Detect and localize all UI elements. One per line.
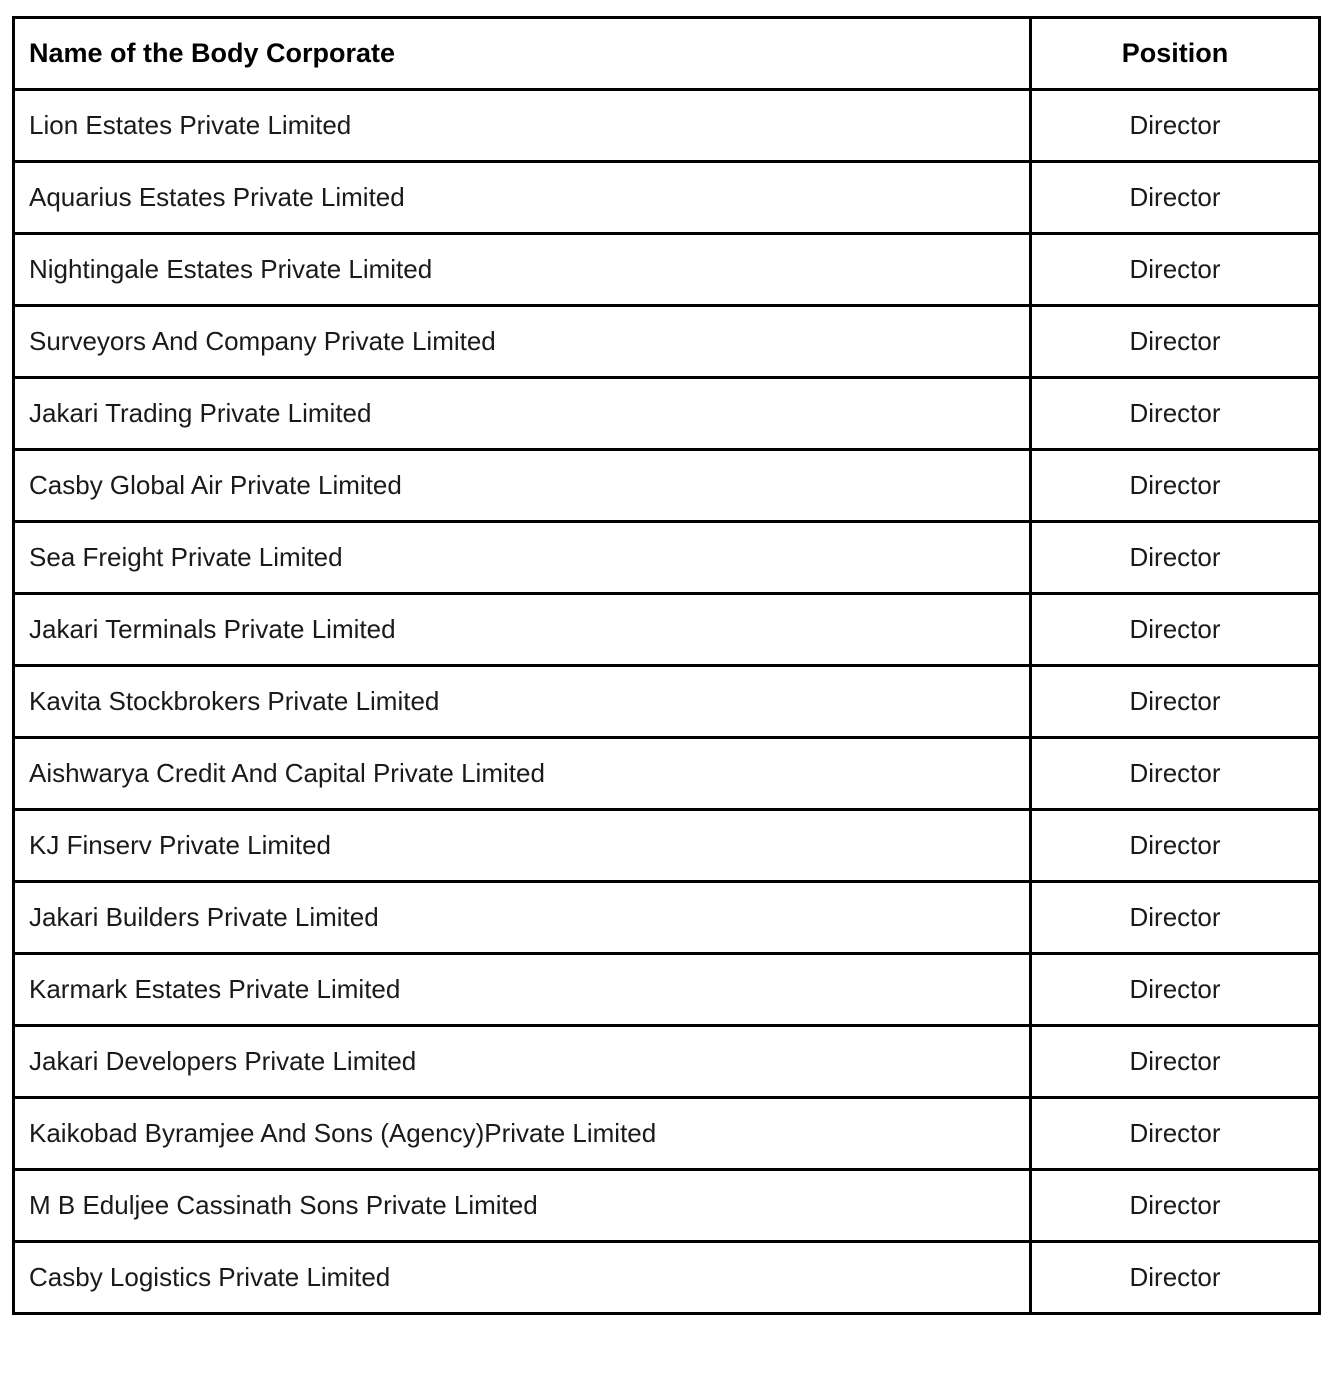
body-corporate-name-cell: Kaikobad Byramjee And Sons (Agency)Private Limited bbox=[14, 1098, 1031, 1170]
table-row bbox=[14, 90, 1320, 162]
body-corporate-name-cell: Jakari Trading Private Limited bbox=[14, 378, 1031, 450]
table-row bbox=[14, 522, 1320, 594]
table-row bbox=[14, 1170, 1320, 1242]
position-cell: Director bbox=[1031, 1242, 1320, 1314]
table-row bbox=[14, 450, 1320, 522]
body-corporate-name-cell: Karmark Estates Private Limited bbox=[14, 954, 1031, 1026]
table-header bbox=[14, 18, 1320, 90]
body-corporate-name-cell: Surveyors And Company Private Limited bbox=[14, 306, 1031, 378]
body-corporate-name-cell: Casby Logistics Private Limited bbox=[14, 1242, 1031, 1314]
table-row bbox=[14, 378, 1320, 450]
position-cell: Director bbox=[1031, 306, 1320, 378]
position-cell: Director bbox=[1031, 666, 1320, 738]
body-corporate-name-cell: Jakari Terminals Private Limited bbox=[14, 594, 1031, 666]
body-corporate-name-cell: M B Eduljee Cassinath Sons Private Limited bbox=[14, 1170, 1031, 1242]
table-row bbox=[14, 882, 1320, 954]
table-row bbox=[14, 594, 1320, 666]
position-cell: Director bbox=[1031, 234, 1320, 306]
position-cell: Director bbox=[1031, 594, 1320, 666]
table-row bbox=[14, 666, 1320, 738]
table-body bbox=[14, 90, 1320, 1314]
body-corporate-name-cell: Jakari Developers Private Limited bbox=[14, 1026, 1031, 1098]
table-row bbox=[14, 954, 1320, 1026]
column-header-position: Position bbox=[1031, 18, 1320, 90]
position-cell: Director bbox=[1031, 738, 1320, 810]
table-row bbox=[14, 234, 1320, 306]
table-row bbox=[14, 810, 1320, 882]
table-row bbox=[14, 1098, 1320, 1170]
directorships-table bbox=[12, 16, 1321, 1315]
body-corporate-name-cell: Aishwarya Credit And Capital Private Limited bbox=[14, 738, 1031, 810]
table-row bbox=[14, 306, 1320, 378]
position-cell: Director bbox=[1031, 954, 1320, 1026]
body-corporate-name-cell: Jakari Builders Private Limited bbox=[14, 882, 1031, 954]
body-corporate-name-cell: Aquarius Estates Private Limited bbox=[14, 162, 1031, 234]
body-corporate-name-cell: Lion Estates Private Limited bbox=[14, 90, 1031, 162]
position-cell: Director bbox=[1031, 1098, 1320, 1170]
position-cell: Director bbox=[1031, 1026, 1320, 1098]
position-cell: Director bbox=[1031, 378, 1320, 450]
table-row bbox=[14, 1242, 1320, 1314]
column-header-body-corporate-name: Name of the Body Corporate bbox=[14, 18, 1031, 90]
position-cell: Director bbox=[1031, 810, 1320, 882]
position-cell: Director bbox=[1031, 450, 1320, 522]
position-cell: Director bbox=[1031, 162, 1320, 234]
position-cell: Director bbox=[1031, 1170, 1320, 1242]
table-row bbox=[14, 162, 1320, 234]
header-row bbox=[14, 18, 1320, 90]
body-corporate-name-cell: Sea Freight Private Limited bbox=[14, 522, 1031, 594]
position-cell: Director bbox=[1031, 522, 1320, 594]
table-row bbox=[14, 738, 1320, 810]
body-corporate-name-cell: Nightingale Estates Private Limited bbox=[14, 234, 1031, 306]
position-cell: Director bbox=[1031, 90, 1320, 162]
body-corporate-name-cell: Casby Global Air Private Limited bbox=[14, 450, 1031, 522]
position-cell: Director bbox=[1031, 882, 1320, 954]
body-corporate-name-cell: Kavita Stockbrokers Private Limited bbox=[14, 666, 1031, 738]
table-row bbox=[14, 1026, 1320, 1098]
body-corporate-name-cell: KJ Finserv Private Limited bbox=[14, 810, 1031, 882]
